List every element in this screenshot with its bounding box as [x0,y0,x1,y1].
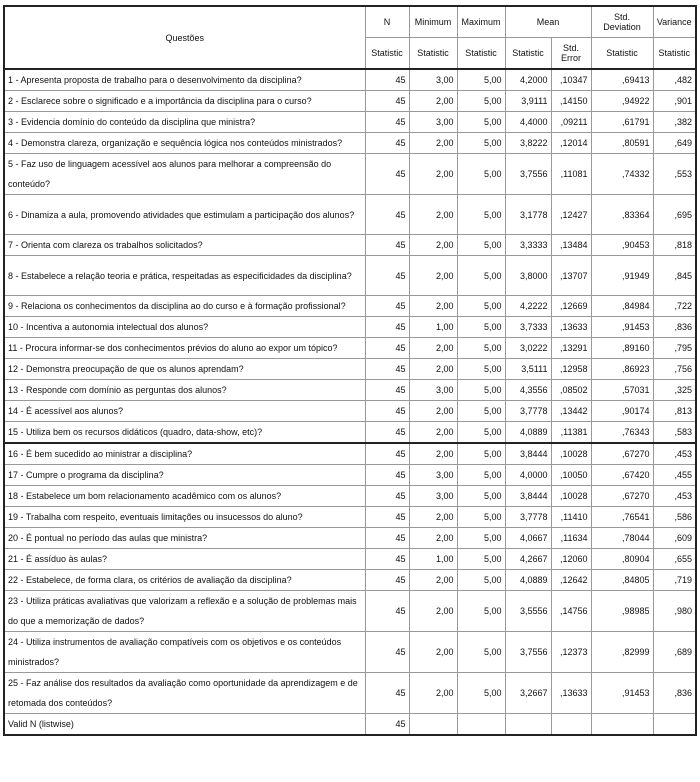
question-cell: 17 - Cumpre o programa da disciplina? [4,465,365,486]
header-mean-std-error: Std. Error [551,38,591,70]
std-deviation-cell: ,61791 [591,112,653,133]
std-error-cell: ,09211 [551,112,591,133]
minimum-cell: 2,00 [409,235,457,256]
std-error-cell: ,13291 [551,338,591,359]
mean-cell: 4,2222 [505,296,551,317]
n-cell: 45 [365,401,409,422]
mean-cell: 3,9111 [505,91,551,112]
n-cell: 45 [365,528,409,549]
question-cell: 3 - Evidencia domínio do conteúdo da disciplina que ministra? [4,112,365,133]
std-error-cell: ,13442 [551,401,591,422]
empty-cell [551,714,591,736]
maximum-cell: 5,00 [457,338,505,359]
mean-cell: 3,3333 [505,235,551,256]
question-cell: 20 - É pontual no período das aulas que ministra? [4,528,365,549]
std-deviation-cell: ,74332 [591,154,653,195]
question-cell: 19 - Trabalha com respeito, eventuais limitações ou insucessos do aluno? [4,507,365,528]
std-deviation-cell: ,67270 [591,486,653,507]
table-row [4,443,696,465]
std-deviation-cell: ,83364 [591,195,653,235]
std-error-cell: ,13633 [551,317,591,338]
variance-cell: ,980 [653,591,696,632]
n-cell: 45 [365,154,409,195]
table-row [4,359,696,380]
minimum-cell: 2,00 [409,422,457,444]
std-deviation-cell: ,67420 [591,465,653,486]
header-questoes: Questões [4,6,365,69]
n-cell: 45 [365,91,409,112]
maximum-cell: 5,00 [457,380,505,401]
table-row [4,133,696,154]
table-row [4,632,696,673]
n-cell: 45 [365,591,409,632]
mean-cell: 4,3556 [505,380,551,401]
maximum-cell: 5,00 [457,486,505,507]
std-error-cell: ,10347 [551,69,591,91]
mean-cell: 3,1778 [505,195,551,235]
table-row [4,486,696,507]
maximum-cell: 5,00 [457,235,505,256]
question-cell: 8 - Estabelece a relação teoria e prática, respeitadas as especificidades da disciplina? [4,256,365,296]
std-error-cell: ,10028 [551,486,591,507]
minimum-cell: 1,00 [409,317,457,338]
table-row [4,549,696,570]
header-variance-statistic: Statistic [653,38,696,70]
maximum-cell: 5,00 [457,507,505,528]
maximum-cell: 5,00 [457,195,505,235]
table-row [4,465,696,486]
n-cell: 45 [365,549,409,570]
maximum-cell: 5,00 [457,112,505,133]
mean-cell: 3,8000 [505,256,551,296]
variance-cell: ,553 [653,154,696,195]
maximum-cell: 5,00 [457,317,505,338]
table-row [4,112,696,133]
maximum-cell: 5,00 [457,591,505,632]
variance-cell: ,722 [653,296,696,317]
minimum-cell: 2,00 [409,256,457,296]
header-minimum-statistic: Statistic [409,38,457,70]
variance-cell: ,453 [653,443,696,465]
mean-cell: 4,4000 [505,112,551,133]
question-cell: 18 - Estabelece um bom relacionamento acadêmico com os alunos? [4,486,365,507]
table-row [4,401,696,422]
minimum-cell: 2,00 [409,91,457,112]
n-cell: 45 [365,338,409,359]
variance-cell: ,655 [653,549,696,570]
header-std-deviation: Std. Deviation [591,6,653,38]
variance-cell: ,689 [653,632,696,673]
std-error-cell: ,12642 [551,570,591,591]
header-minimum: Minimum [409,6,457,38]
minimum-cell: 3,00 [409,69,457,91]
mean-cell: 3,8444 [505,486,551,507]
variance-cell: ,818 [653,235,696,256]
minimum-cell: 2,00 [409,401,457,422]
minimum-cell: 2,00 [409,528,457,549]
variance-cell: ,325 [653,380,696,401]
std-deviation-cell: ,67270 [591,443,653,465]
maximum-cell: 5,00 [457,296,505,317]
std-error-cell: ,08502 [551,380,591,401]
n-cell: 45 [365,507,409,528]
maximum-cell: 5,00 [457,465,505,486]
question-cell: 11 - Procura informar-se dos conhecimentos prévios do aluno ao expor um tópico? [4,338,365,359]
std-deviation-cell: ,76343 [591,422,653,444]
table-row [4,338,696,359]
minimum-cell: 2,00 [409,632,457,673]
std-error-cell: ,11410 [551,507,591,528]
n-cell: 45 [365,69,409,91]
std-error-cell: ,12014 [551,133,591,154]
n-cell: 45 [365,486,409,507]
mean-cell: 3,7778 [505,401,551,422]
mean-cell: 3,2667 [505,673,551,714]
minimum-cell: 3,00 [409,465,457,486]
question-cell: 4 - Demonstra clareza, organização e sequência lógica nos conteúdos ministrados? [4,133,365,154]
std-error-cell: ,13707 [551,256,591,296]
minimum-cell: 2,00 [409,133,457,154]
header-mean: Mean [505,6,591,38]
mean-cell: 3,5556 [505,591,551,632]
question-cell: 15 - Utiliza bem os recursos didáticos (quadro, data-show, etc)? [4,422,365,444]
table-row [4,317,696,338]
question-cell: 16 - É bem sucedido ao ministrar a disciplina? [4,443,365,465]
std-error-cell: ,10050 [551,465,591,486]
std-deviation-cell: ,80591 [591,133,653,154]
n-cell: 45 [365,235,409,256]
question-cell: 13 - Responde com domínio as perguntas dos alunos? [4,380,365,401]
header-maximum-statistic: Statistic [457,38,505,70]
question-cell: 9 - Relaciona os conhecimentos da disciplina ao do curso e à formação profissional? [4,296,365,317]
question-cell: 14 - É acessível aos alunos? [4,401,365,422]
n-cell: 45 [365,359,409,380]
n-cell: 45 [365,570,409,591]
question-cell: 6 - Dinamiza a aula, promovendo atividades que estimulam a participação dos alunos? [4,195,365,235]
maximum-cell: 5,00 [457,443,505,465]
std-error-cell: ,12669 [551,296,591,317]
std-deviation-cell: ,57031 [591,380,653,401]
table-row [4,154,696,195]
variance-cell: ,453 [653,486,696,507]
n-cell: 45 [365,380,409,401]
header-n-statistic: Statistic [365,38,409,70]
mean-cell: 4,2667 [505,549,551,570]
table-row [4,507,696,528]
minimum-cell: 2,00 [409,673,457,714]
minimum-cell: 3,00 [409,486,457,507]
valid-n-row [4,714,696,736]
std-error-cell: ,14150 [551,91,591,112]
mean-cell: 3,7556 [505,154,551,195]
variance-cell: ,695 [653,195,696,235]
variance-cell: ,901 [653,91,696,112]
variance-cell: ,795 [653,338,696,359]
std-deviation-cell: ,89160 [591,338,653,359]
question-cell: 24 - Utiliza instrumentos de avaliação compatíveis com os objetivos e os conteúdos ministrados? [4,632,365,673]
std-error-cell: ,12060 [551,549,591,570]
mean-cell: 3,5111 [505,359,551,380]
maximum-cell: 5,00 [457,528,505,549]
mean-cell: 4,0889 [505,422,551,444]
question-cell: 2 - Esclarece sobre o significado e a importância da disciplina para o curso? [4,91,365,112]
mean-cell: 3,8444 [505,443,551,465]
std-deviation-cell: ,98985 [591,591,653,632]
variance-cell: ,756 [653,359,696,380]
table-row [4,591,696,632]
n-cell: 45 [365,133,409,154]
table-row [4,570,696,591]
maximum-cell: 5,00 [457,69,505,91]
empty-cell [653,714,696,736]
minimum-cell: 2,00 [409,570,457,591]
std-error-cell: ,11634 [551,528,591,549]
n-cell: 45 [365,673,409,714]
std-deviation-cell: ,82999 [591,632,653,673]
maximum-cell: 5,00 [457,673,505,714]
maximum-cell: 5,00 [457,91,505,112]
variance-cell: ,845 [653,256,696,296]
minimum-cell: 1,00 [409,549,457,570]
mean-cell: 4,0667 [505,528,551,549]
minimum-cell: 2,00 [409,195,457,235]
table-row [4,235,696,256]
empty-cell [457,714,505,736]
valid-n-value: 45 [365,714,409,736]
std-deviation-cell: ,78044 [591,528,653,549]
n-cell: 45 [365,422,409,444]
question-cell: 10 - Incentiva a autonomia intelectual dos alunos? [4,317,365,338]
question-cell: 22 - Estabelece, de forma clara, os critérios de avaliação da disciplina? [4,570,365,591]
question-cell: 21 - É assíduo às aulas? [4,549,365,570]
std-error-cell: ,11081 [551,154,591,195]
variance-cell: ,719 [653,570,696,591]
std-error-cell: ,13633 [551,673,591,714]
std-error-cell: ,12427 [551,195,591,235]
std-error-cell: ,14756 [551,591,591,632]
n-cell: 45 [365,443,409,465]
maximum-cell: 5,00 [457,570,505,591]
n-cell: 45 [365,256,409,296]
header-n: N [365,6,409,38]
std-deviation-cell: ,90453 [591,235,653,256]
maximum-cell: 5,00 [457,401,505,422]
std-deviation-cell: ,84984 [591,296,653,317]
std-deviation-cell: ,80904 [591,549,653,570]
variance-cell: ,583 [653,422,696,444]
std-deviation-cell: ,94922 [591,91,653,112]
variance-cell: ,836 [653,317,696,338]
variance-cell: ,813 [653,401,696,422]
std-deviation-cell: ,91453 [591,317,653,338]
maximum-cell: 5,00 [457,632,505,673]
mean-cell: 4,0889 [505,570,551,591]
empty-cell [409,714,457,736]
mean-cell: 4,2000 [505,69,551,91]
std-error-cell: ,11381 [551,422,591,444]
maximum-cell: 5,00 [457,359,505,380]
mean-cell: 3,7556 [505,632,551,673]
header-variance: Variance [653,6,696,38]
mean-cell: 3,7778 [505,507,551,528]
descriptive-statistics-table-container [3,5,697,736]
minimum-cell: 2,00 [409,338,457,359]
maximum-cell: 5,00 [457,133,505,154]
minimum-cell: 2,00 [409,359,457,380]
std-error-cell: ,12373 [551,632,591,673]
minimum-cell: 2,00 [409,591,457,632]
std-deviation-cell: ,90174 [591,401,653,422]
table-row [4,422,696,444]
table-row [4,69,696,91]
table-row [4,256,696,296]
minimum-cell: 2,00 [409,296,457,317]
table-row [4,673,696,714]
maximum-cell: 5,00 [457,154,505,195]
variance-cell: ,455 [653,465,696,486]
std-deviation-cell: ,76541 [591,507,653,528]
question-cell: 5 - Faz uso de linguagem acessível aos alunos para melhorar a compreensão do conteúdo? [4,154,365,195]
question-cell: 12 - Demonstra preocupação de que os alunos aprendam? [4,359,365,380]
table-row [4,528,696,549]
std-deviation-cell: ,84805 [591,570,653,591]
table-row [4,380,696,401]
minimum-cell: 2,00 [409,443,457,465]
table-row [4,91,696,112]
minimum-cell: 2,00 [409,507,457,528]
n-cell: 45 [365,317,409,338]
n-cell: 45 [365,465,409,486]
descriptive-statistics-table [3,5,697,736]
empty-cell [591,714,653,736]
n-cell: 45 [365,195,409,235]
mean-cell: 4,0000 [505,465,551,486]
minimum-cell: 3,00 [409,112,457,133]
header-row-1 [4,6,696,38]
std-deviation-cell: ,91949 [591,256,653,296]
valid-n-label: Valid N (listwise) [4,714,365,736]
variance-cell: ,649 [653,133,696,154]
variance-cell: ,586 [653,507,696,528]
std-deviation-cell: ,86923 [591,359,653,380]
n-cell: 45 [365,632,409,673]
maximum-cell: 5,00 [457,549,505,570]
mean-cell: 3,0222 [505,338,551,359]
maximum-cell: 5,00 [457,256,505,296]
empty-cell [505,714,551,736]
variance-cell: ,609 [653,528,696,549]
header-mean-statistic: Statistic [505,38,551,70]
minimum-cell: 2,00 [409,154,457,195]
table-row [4,296,696,317]
question-cell: 25 - Faz análise dos resultados da avaliação como oportunidade da aprendizagem e de retomada dos conteúdos? [4,673,365,714]
header-std-deviation-statistic: Statistic [591,38,653,70]
std-error-cell: ,10028 [551,443,591,465]
variance-cell: ,482 [653,69,696,91]
variance-cell: ,382 [653,112,696,133]
header-maximum: Maximum [457,6,505,38]
question-cell: 1 - Apresenta proposta de trabalho para o desenvolvimento da disciplina? [4,69,365,91]
question-cell: 7 - Orienta com clareza os trabalhos solicitados? [4,235,365,256]
minimum-cell: 3,00 [409,380,457,401]
n-cell: 45 [365,112,409,133]
std-error-cell: ,13484 [551,235,591,256]
table-row [4,195,696,235]
std-deviation-cell: ,91453 [591,673,653,714]
variance-cell: ,836 [653,673,696,714]
question-cell: 23 - Utiliza práticas avaliativas que valorizam a reflexão e a solução de problemas mais do que a memorização de dados? [4,591,365,632]
std-deviation-cell: ,69413 [591,69,653,91]
mean-cell: 3,8222 [505,133,551,154]
table-body [4,69,696,735]
mean-cell: 3,7333 [505,317,551,338]
std-error-cell: ,12958 [551,359,591,380]
maximum-cell: 5,00 [457,422,505,444]
n-cell: 45 [365,296,409,317]
